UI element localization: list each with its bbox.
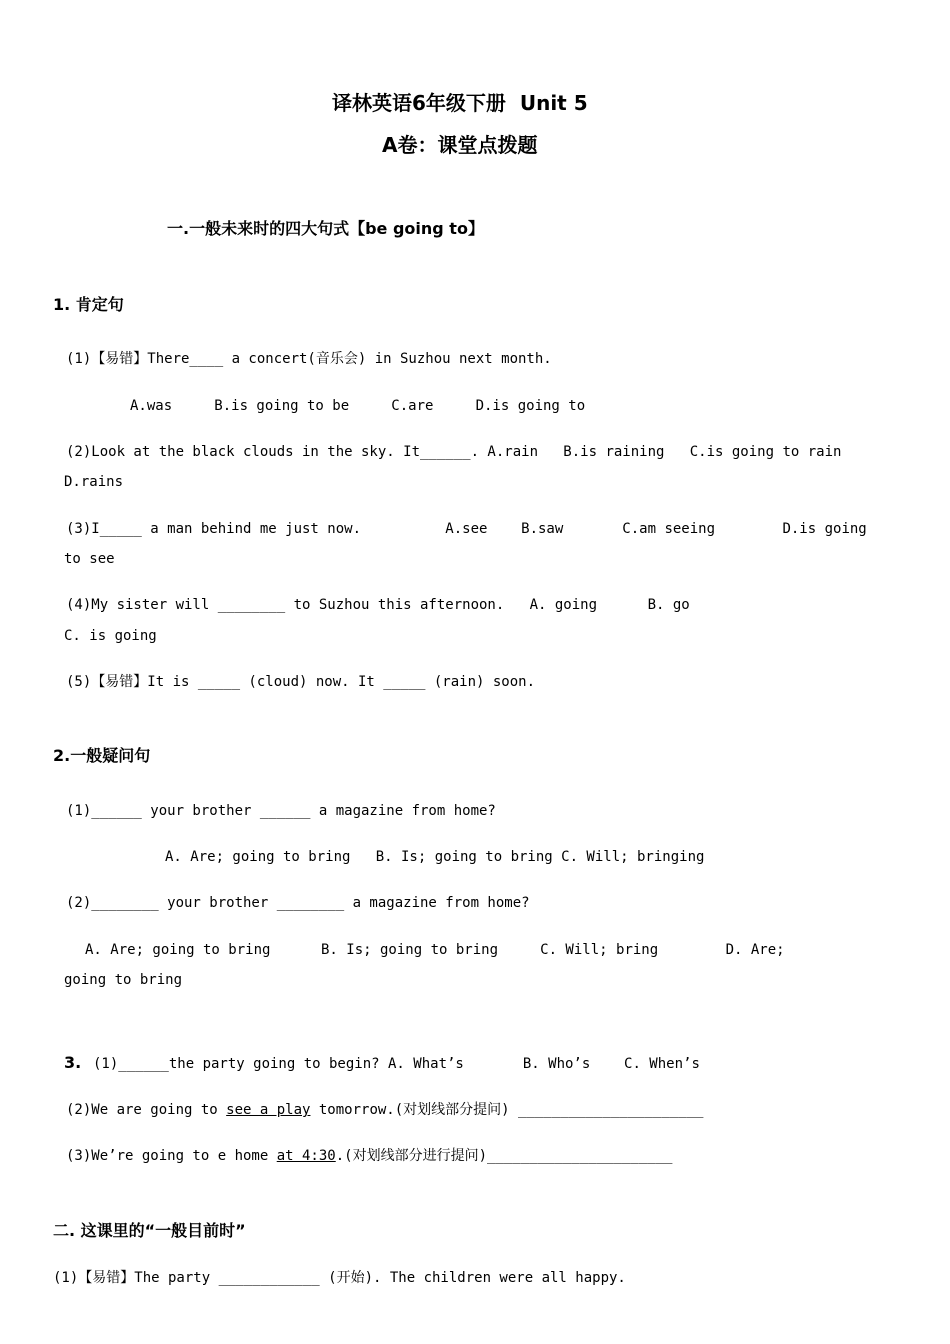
part-number: 3. xyxy=(64,1053,82,1072)
question-line: D.rains xyxy=(64,474,124,490)
part-heading: 2.一般疑问句 xyxy=(53,746,151,765)
question-line: (5)【易错】It is _____ (cloud) now. It _____ (rain) soon. xyxy=(66,674,536,690)
page-subtitle: A卷：课堂点拨题 xyxy=(382,133,538,157)
question-text: (2)We are going to xyxy=(66,1102,227,1118)
question-line: (2)Look at the black clouds in the sky. It______. A.rain B.is raining C.is going to rain xyxy=(66,444,842,460)
page-title: 译林英语6年级下册 Unit 5 xyxy=(332,91,588,115)
question-line: (4)My sister will ________ to Suzhou this afternoon. A. going B. go xyxy=(66,597,690,613)
section-heading: 一.一般未来时的四大句式【be going to】 xyxy=(167,219,484,238)
question-text: .(对划线部分进行提问)______________________ xyxy=(335,1148,673,1164)
part-heading: 1. 肯定句 xyxy=(53,295,124,314)
answer-options: A.was B.is going to be C.are D.is going to xyxy=(130,398,586,414)
question-text: tomorrow.(对划线部分提问) ______________________ xyxy=(310,1102,704,1118)
question-line: (1)______ your brother ______ a magazine from home? xyxy=(66,803,496,819)
question-line: (1)【易错】The party ____________ (开始). The children were all happy. xyxy=(53,1270,626,1286)
question-line xyxy=(66,1147,672,1165)
answer-options: A. Are; going to bring B. Is; going to bring C. Will; bring D. Are; xyxy=(85,942,785,958)
answer-options: A. Are; going to bring B. Is; going to bring C. Will; bringing xyxy=(165,849,705,865)
question-line: (3)I_____ a man behind me just now. A.see B.saw C.am seeing D.is going xyxy=(66,521,867,537)
section-heading: 二. 这课里的“一般目前时” xyxy=(53,1221,246,1240)
question-text: (3)We’re going to e home xyxy=(66,1148,277,1164)
question-line: (1)【易错】There____ a concert(音乐会) in Suzhou next month. xyxy=(66,351,552,367)
underlined-phrase: at 4:30 xyxy=(276,1148,336,1164)
question-line: (1)______the party going to begin? A. What’s B. Who’s C. When’s xyxy=(93,1056,700,1072)
question-line xyxy=(66,1101,703,1119)
question-line: C. is going xyxy=(64,628,157,644)
question-line: (2)________ your brother ________ a magazine from home? xyxy=(66,895,530,911)
answer-options: going to bring xyxy=(64,972,183,988)
question-line: to see xyxy=(64,551,115,567)
underlined-phrase: see a play xyxy=(226,1102,311,1118)
